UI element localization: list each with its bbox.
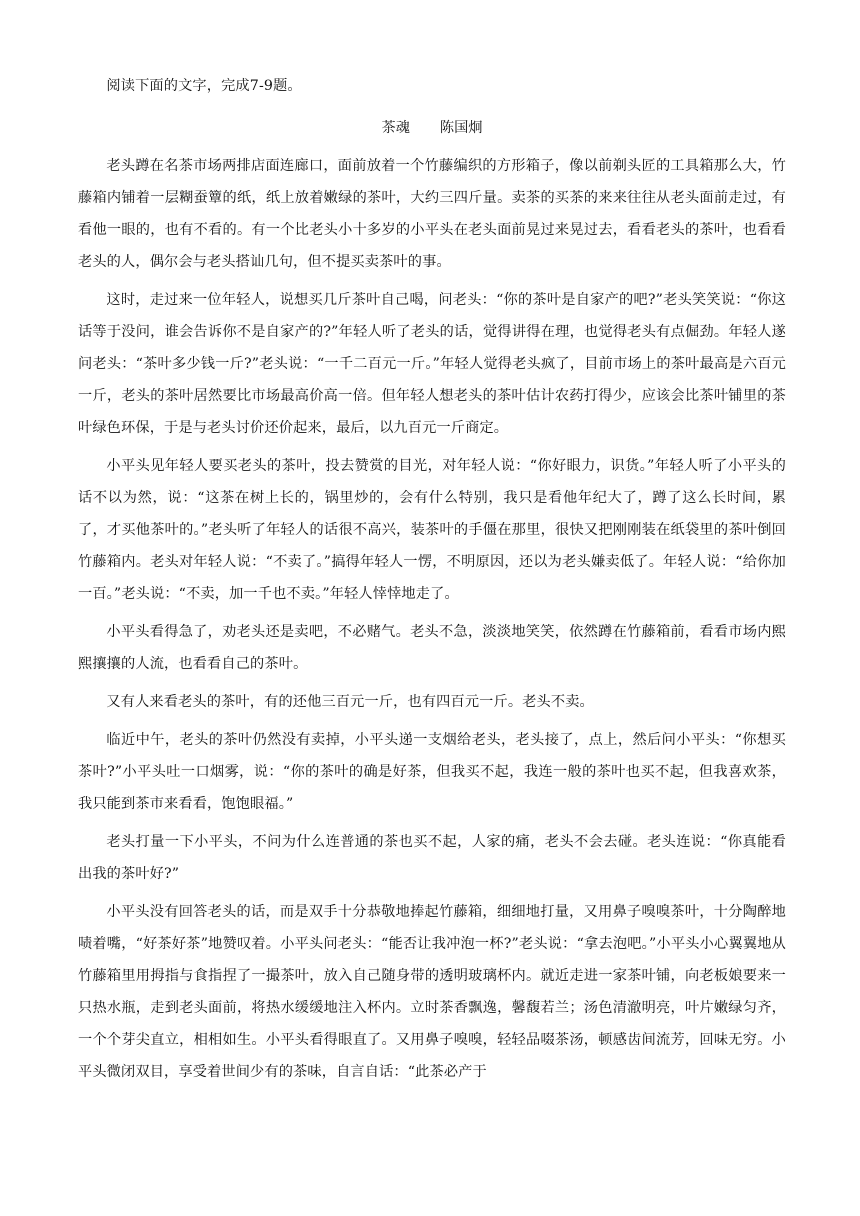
paragraph-3: 小平头见年轻人要买老头的茶叶，投去赞赏的目光，对年轻人说：“你好眼力，识货。”年轻人听了小平头的话不以为然，说：“这茶在树上长的，锅里炒的，会有什么特别，我只是看他年纪大了，蹲了这么长时间，累了，才买他茶叶的。”老头听了年轻人的话很不高兴，装茶叶的手僵在那里，很快又把刚刚装在纸袋里的茶叶倒回竹藤箱内。老头对年轻人说：“不卖了。”搞得年轻人一愣，不明原因，还以为老头嫌卖低了。年轻人说：“给你加一百。”老头说：“不卖，加一千也不卖。”年轻人悻悻地走了。 bbox=[78, 458, 786, 602]
article-heading bbox=[78, 112, 786, 144]
paragraph-4: 小平头看得急了，劝老头还是卖吧，不必赌气。老头不急，淡淡地笑笑，依然蹲在竹藤箱前，看看市场内熙熙攘攘的人流，也看看自己的茶叶。 bbox=[78, 624, 786, 672]
document-page bbox=[78, 70, 786, 1088]
article-title: 茶魂 bbox=[381, 120, 410, 136]
paragraph-1: 老头蹲在名茶市场两排店面连廊口，面前放着一个竹藤编织的方形箱子，像以前剃头匠的工具箱那么大，竹藤箱内铺着一层糊蚕簟的纸，纸上放着嫩绿的茶叶，大约三四斤量。卖茶的买茶的来来往往从老头面前走过，有看他一眼的，也有不看的。有一个比老头小十多岁的小平头在老头面前晃过来晃过去，看看老头的茶叶，也看看老头的人，偶尔会与老头搭讪几句，但不提买卖茶叶的事。 bbox=[78, 158, 786, 270]
article-author: 陈国炯 bbox=[439, 120, 483, 136]
paragraph-5: 又有人来看老头的茶叶，有的还他三百元一斤，也有四百元一斤。老头不卖。 bbox=[106, 694, 594, 710]
paragraph-2: 这时，走过来一位年轻人，说想买几斤茶叶自己喝，问老头：“你的茶叶是自家产的吧?”老头笑笑说：“你这话等于没问，谁会告诉你不是自家产的?”年轻人听了老头的话，觉得讲得在理，也觉得老头有点倔劲。年轻人遂问老头：“茶叶多少钱一斤?”老头说：“一千二百元一斤。”年轻人觉得老头疯了，目前市场上的茶叶最高是六百元一斤，老头的茶叶居然要比市场最高价高一倍。但年轻人想老头的茶叶估计农药打得少，应该会比茶叶铺里的茶叶绿色环保，于是与老头讨价还价起来，最后，以九百元一斤商定。 bbox=[78, 292, 786, 436]
paragraph-8: 小平头没有回答老头的话，而是双手十分恭敬地捧起竹藤箱，细细地打量，又用鼻子嗅嗅茶叶，十分陶醉地啧着嘴，“好茶好茶”地赞叹着。小平头问老头：“能否让我冲泡一杯?”老头说：“拿去泡吧。”小平头小心翼翼地从竹藤箱里用拇指与食指捏了一撮茶叶，放入自己随身带的透明玻璃杯内。就近走进一家茶叶铺，向老板娘要来一只热水瓶，走到老头面前，将热水缓缓地注入杯内。立时茶香飘逸，馨馥若兰；汤色清澈明亮，叶片嫩绿匀齐，一个个芽尖直立，相相如生。小平头看得眼直了。又用鼻子嗅嗅，轻轻品啜茶汤，顿感齿间流芳，回味无穷。小平头微闭双目，享受着世间少有的茶味，自言自话：“此茶必产于 bbox=[78, 904, 786, 1080]
paragraph-7: 老头打量一下小平头，不问为什么连普通的茶也买不起，人家的痛，老头不会去碰。老头连说：“你真能看出我的茶叶好?” bbox=[78, 834, 786, 882]
instruction-text: 阅读下面的文字，完成7-9题。 bbox=[106, 78, 302, 94]
paragraph-6: 临近中午，老头的茶叶仍然没有卖掉，小平头递一支烟给老头，老头接了，点上，然后问小平头：“你想买茶叶?”小平头吐一口烟雾，说：“你的茶叶的确是好茶，但我买不起，我连一般的茶叶也买不起，但我喜欢茶，我只能到茶市来看看，饱饱眼福。” bbox=[78, 732, 786, 812]
